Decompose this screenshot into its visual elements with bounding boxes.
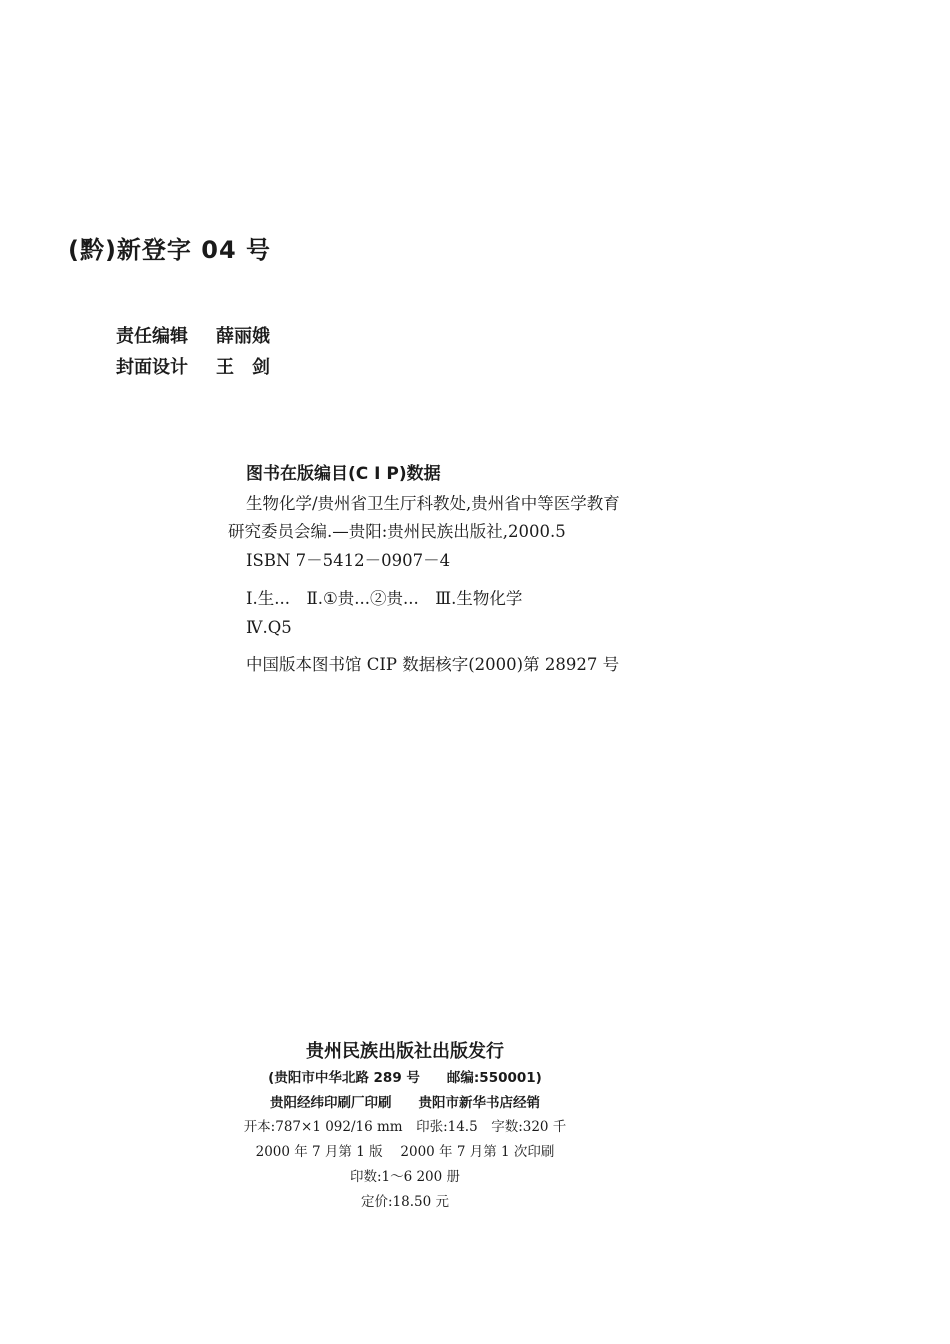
credit-role: 责任编辑 <box>116 326 188 347</box>
cip-subjects-1: Ⅰ.生... Ⅱ.①贵...②贵... Ⅲ.生物化学 <box>246 589 523 608</box>
publisher-name: 贵州民族出版社出版发行 <box>306 1041 504 1062</box>
cip-line-2: 研究委员会编.—贵阳:贵州民族出版社,2000.5 <box>228 522 566 541</box>
price-info: 定价:18.50 元 <box>361 1194 449 1210</box>
publisher-address: (贵阳市中华北路 289 号 邮编:550001) <box>268 1070 542 1086</box>
credit-role: 封面设计 <box>116 357 188 378</box>
cip-line-1: 生物化学/贵州省卫生厅科教处,贵州省中等医学教育 <box>246 494 620 513</box>
cip-isbn: ISBN 7－5412－0907－4 <box>246 551 451 570</box>
edition-info: 2000 年 7 月第 1 版 2000 年 7 月第 1 次印刷 <box>255 1144 555 1160</box>
copies-info: 印数:1～6 200 册 <box>349 1169 461 1185</box>
cip-title: 图书在版编目(C I P)数据 <box>246 464 441 484</box>
cip-subjects-2: Ⅳ.Q5 <box>246 618 292 637</box>
registration-number: (黔)新登字 04 号 <box>68 236 272 264</box>
format-info: 开本:787×1 092/16 mm 印张:14.5 字数:320 千 <box>243 1119 567 1135</box>
credit-name: 薛丽娥 <box>216 326 270 347</box>
credit-editor <box>116 322 270 348</box>
printing-info: 贵阳经纬印刷厂印刷 贵阳市新华书店经销 <box>270 1095 540 1111</box>
cip-record-number: 中国版本图书馆 CIP 数据核字(2000)第 28927 号 <box>246 655 620 674</box>
credit-cover-design <box>116 353 270 379</box>
credit-name: 王 剑 <box>216 357 270 378</box>
